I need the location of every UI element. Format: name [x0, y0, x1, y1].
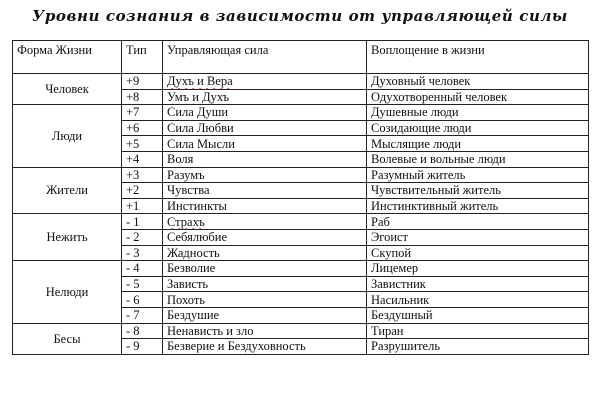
type-cell: +2 — [122, 183, 163, 199]
governing-force-cell — [163, 167, 367, 183]
life-embodiment-cell: Духовный человек — [367, 74, 589, 90]
life-form-cell: Бесы — [13, 323, 122, 354]
type-cell: - 1 — [122, 214, 163, 230]
life-form-cell: Жители — [13, 167, 122, 214]
type-cell: - 2 — [122, 229, 163, 245]
governing-force-cell — [163, 151, 367, 167]
table-row — [13, 105, 589, 121]
type-cell: +7 — [122, 105, 163, 121]
governing-force-text: Безволие — [167, 261, 216, 276]
life-form-cell: Человек — [13, 74, 122, 105]
governing-force-text: Сила Мысли — [167, 136, 235, 151]
life-embodiment-cell: Завистник — [367, 276, 589, 292]
governing-force-text: Разумъ — [167, 167, 205, 182]
governing-force-text: Жадность — [167, 245, 220, 260]
type-cell: - 7 — [122, 307, 163, 323]
governing-force-text: Страхъ — [167, 214, 205, 229]
governing-force-cell — [163, 214, 367, 230]
life-embodiment-cell: Насильник — [367, 292, 589, 308]
life-embodiment-cell: Волевые и вольные люди — [367, 151, 589, 167]
header-life-form: Форма Жизни — [13, 41, 122, 74]
table-row — [13, 214, 589, 230]
governing-force-cell — [163, 136, 367, 152]
governing-force-text: Бездушие — [167, 308, 220, 323]
page-title: Уровни сознания в зависимости от управляющей силы — [32, 7, 568, 25]
life-embodiment-cell: Одухотворенный человек — [367, 89, 589, 105]
governing-force-cell — [163, 323, 367, 339]
type-cell: +5 — [122, 136, 163, 152]
governing-force-text: Умъ и Духъ — [167, 89, 230, 104]
life-embodiment-cell: Эгоист — [367, 229, 589, 245]
type-cell: - 3 — [122, 245, 163, 261]
life-embodiment-cell: Созидающие люди — [367, 120, 589, 136]
governing-force-cell — [163, 105, 367, 121]
table-row — [13, 261, 589, 277]
header-governing-force: Управляющая сила — [163, 41, 367, 74]
header-life-embodiment: Воплощение в жизни — [367, 41, 589, 74]
governing-force-cell — [163, 307, 367, 323]
governing-force-cell — [163, 292, 367, 308]
life-form-cell: Нежить — [13, 214, 122, 261]
header-type: Тип — [122, 41, 163, 74]
life-form-cell: Нелюди — [13, 261, 122, 323]
life-embodiment-cell: Душевные люди — [367, 105, 589, 121]
table-row — [13, 167, 589, 183]
type-cell: +9 — [122, 74, 163, 90]
governing-force-cell — [163, 74, 367, 90]
type-cell: +8 — [122, 89, 163, 105]
governing-force-text: Зависть — [167, 277, 209, 292]
governing-force-cell — [163, 245, 367, 261]
type-cell: - 5 — [122, 276, 163, 292]
table-row — [13, 323, 589, 339]
type-cell: +3 — [122, 167, 163, 183]
governing-force-text: Инстинкты — [167, 199, 227, 214]
life-embodiment-cell: Чувствительный житель — [367, 183, 589, 199]
type-cell: - 8 — [122, 323, 163, 339]
governing-force-text: Ненависть и зло — [167, 323, 254, 338]
governing-force-cell — [163, 198, 367, 214]
governing-force-cell — [163, 89, 367, 105]
type-cell: +1 — [122, 198, 163, 214]
life-form-cell: Люди — [13, 105, 122, 167]
type-cell: - 9 — [122, 339, 163, 355]
life-embodiment-cell: Инстинктивный житель — [367, 198, 589, 214]
life-embodiment-cell: Тиран — [367, 323, 589, 339]
governing-force-text: Сила Любви — [167, 121, 234, 136]
consciousness-levels-table — [12, 40, 589, 355]
governing-force-text: Сила Души — [167, 105, 229, 120]
governing-force-text: Похоть — [167, 292, 205, 307]
table-header-row — [13, 41, 589, 74]
governing-force-cell — [163, 183, 367, 199]
life-embodiment-cell: Скупой — [367, 245, 589, 261]
governing-force-cell — [163, 276, 367, 292]
governing-force-text: Чувства — [167, 183, 210, 198]
governing-force-text: Безверие и Бездуховность — [167, 339, 306, 354]
table-row — [13, 74, 589, 90]
governing-force-text: Духъ и Вера — [167, 74, 233, 89]
type-cell: - 6 — [122, 292, 163, 308]
life-embodiment-cell: Разрушитель — [367, 339, 589, 355]
type-cell: - 4 — [122, 261, 163, 277]
table-body — [13, 74, 589, 355]
type-cell: +6 — [122, 120, 163, 136]
governing-force-cell — [163, 339, 367, 355]
life-embodiment-cell: Лицемер — [367, 261, 589, 277]
governing-force-text: Воля — [167, 152, 194, 167]
type-cell: +4 — [122, 151, 163, 167]
life-embodiment-cell: Бездушный — [367, 307, 589, 323]
life-embodiment-cell: Мыслящие люди — [367, 136, 589, 152]
governing-force-cell — [163, 229, 367, 245]
governing-force-cell — [163, 261, 367, 277]
governing-force-cell — [163, 120, 367, 136]
life-embodiment-cell: Раб — [367, 214, 589, 230]
governing-force-text: Себялюбие — [167, 230, 228, 245]
life-embodiment-cell: Разумный житель — [367, 167, 589, 183]
